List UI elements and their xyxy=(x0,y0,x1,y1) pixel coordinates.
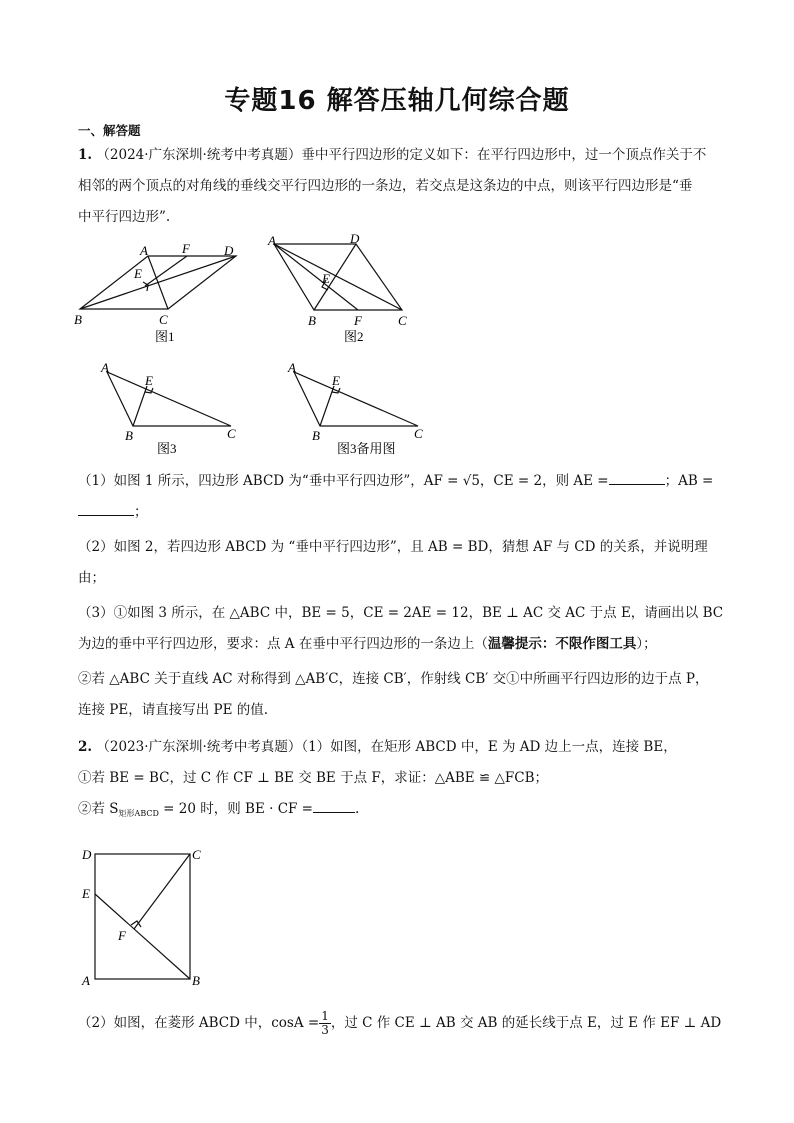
answer-blank[interactable] xyxy=(313,798,355,813)
point-label: D xyxy=(350,232,360,246)
point-label: A xyxy=(268,233,276,248)
question-text: ，过 C 作 CE ⊥ AB 交 AB 的延长线于点 E，过 E 作 EF ⊥ AD xyxy=(330,1015,722,1031)
point-label: A xyxy=(82,973,90,988)
section-heading: 一、解答题 xyxy=(78,123,141,138)
question-text: ）； xyxy=(636,636,657,652)
question-number: 1. xyxy=(78,147,93,163)
point-label: D xyxy=(224,243,234,258)
figure-1 xyxy=(68,236,248,346)
question-text: （2）如图，在菱形 ABCD 中，cosA = xyxy=(78,1015,320,1031)
question-text: 为边的垂中平行四边形，要求：点 A 在垂中平行四边形的一条边上（ xyxy=(78,636,488,652)
question-text: （1）如图，在矩形 ABCD 中，E 为 AD 边上一点，连接 BE， xyxy=(301,739,677,755)
point-label: F xyxy=(118,928,126,943)
point-label: F xyxy=(354,313,362,328)
figure-caption: 图3备用图 xyxy=(337,441,396,456)
question-text: 连接 PE，请直接写出 PE 的值. xyxy=(78,702,269,718)
question-text: ①若 BE = BC，过 C 作 CF ⊥ BE 交 BE 于点 F，求证：△ABE ≌ △FCB； xyxy=(78,770,549,786)
fraction xyxy=(319,1010,331,1037)
question-number: 2. xyxy=(78,739,93,755)
point-label: D xyxy=(82,847,92,862)
hint-text: 温馨提示：不限作图工具 xyxy=(487,636,637,652)
question-text: （2）如图 2，若四边形 ABCD 为 “垂中平行四边形”，且 AB = BD，猜想 AF 与 CD 的关系，并说明理 xyxy=(78,539,708,555)
point-label: A xyxy=(288,360,296,375)
point-label: B xyxy=(125,428,133,443)
point-label: B xyxy=(312,428,320,443)
question-text: （3）①如图 3 所示，在 △ABC 中，BE = 5，CE = 2AE = 12，BE ⊥ AC 交 AC 于点 E，请画出以 BC xyxy=(78,605,724,621)
question-text: ②若 △ABC 关于直线 AC 对称得到 △AB′C，连接 CB′，作射线 CB′ 交①中所画平行四边形的边于点 P， xyxy=(78,671,709,687)
point-label: C xyxy=(398,313,407,328)
question-source: （2024·广东深圳·统考中考真题） xyxy=(96,147,302,163)
figure-caption: 图1 xyxy=(155,329,175,344)
answer-blank[interactable] xyxy=(78,501,134,516)
question-text: （1）如图 1 所示，四边形 ABCD 为“垂中平行四边形”，AF = √5，CE = 2，则 AE = xyxy=(78,473,609,489)
question-1-parts xyxy=(78,466,724,726)
point-label: E xyxy=(332,373,340,388)
figure-3-backup xyxy=(282,358,442,458)
figure-caption: 图2 xyxy=(344,329,364,344)
point-label: C xyxy=(192,847,201,862)
question-1-intro xyxy=(78,140,718,233)
question-text: 中平行四边形”. xyxy=(78,209,171,225)
question-text: ； xyxy=(134,504,148,520)
point-label: A xyxy=(101,360,109,375)
answer-blank[interactable] xyxy=(609,470,665,485)
question-text: 由； xyxy=(78,570,105,586)
question-source: （2023·广东深圳·统考中考真题） xyxy=(96,739,302,755)
point-label: E xyxy=(134,266,142,281)
question-text: ；AB = xyxy=(664,473,714,489)
question-text: ②若 S xyxy=(78,801,119,817)
fraction-numerator: 1 xyxy=(321,1009,329,1023)
point-label: E xyxy=(322,271,330,286)
question-text: 相邻的两个顶点的对角线的垂线交平行四边形的一条边，若交点是这条边的中点，则该平行四边形是“垂 xyxy=(78,178,693,194)
question-text: . xyxy=(355,801,360,817)
point-label: A xyxy=(140,243,148,258)
point-label: C xyxy=(159,312,168,327)
point-label: E xyxy=(145,373,153,388)
point-label: C xyxy=(414,426,423,441)
point-label: E xyxy=(82,886,90,901)
point-label: B xyxy=(192,973,200,988)
question-text: 垂中平行四边形的定义如下：在平行四边形中，过一个顶点作关于不 xyxy=(301,147,707,163)
figure-rectangle xyxy=(74,842,214,992)
point-label: C xyxy=(227,426,236,441)
figure-2 xyxy=(262,232,422,347)
question-2-part-2 xyxy=(78,1008,722,1039)
point-label: B xyxy=(74,312,82,327)
figure-3 xyxy=(95,358,255,458)
page-title: 专题16 解答压轴几何综合题 xyxy=(224,86,570,116)
figure-caption: 图3 xyxy=(157,441,177,456)
fraction-denominator: 3 xyxy=(321,1023,329,1037)
point-label: B xyxy=(308,313,316,328)
question-2 xyxy=(78,732,718,829)
subscript: 矩形ABCD xyxy=(118,809,159,818)
point-label: F xyxy=(182,241,190,256)
question-text: = 20 时，则 BE · CF = xyxy=(158,801,313,817)
